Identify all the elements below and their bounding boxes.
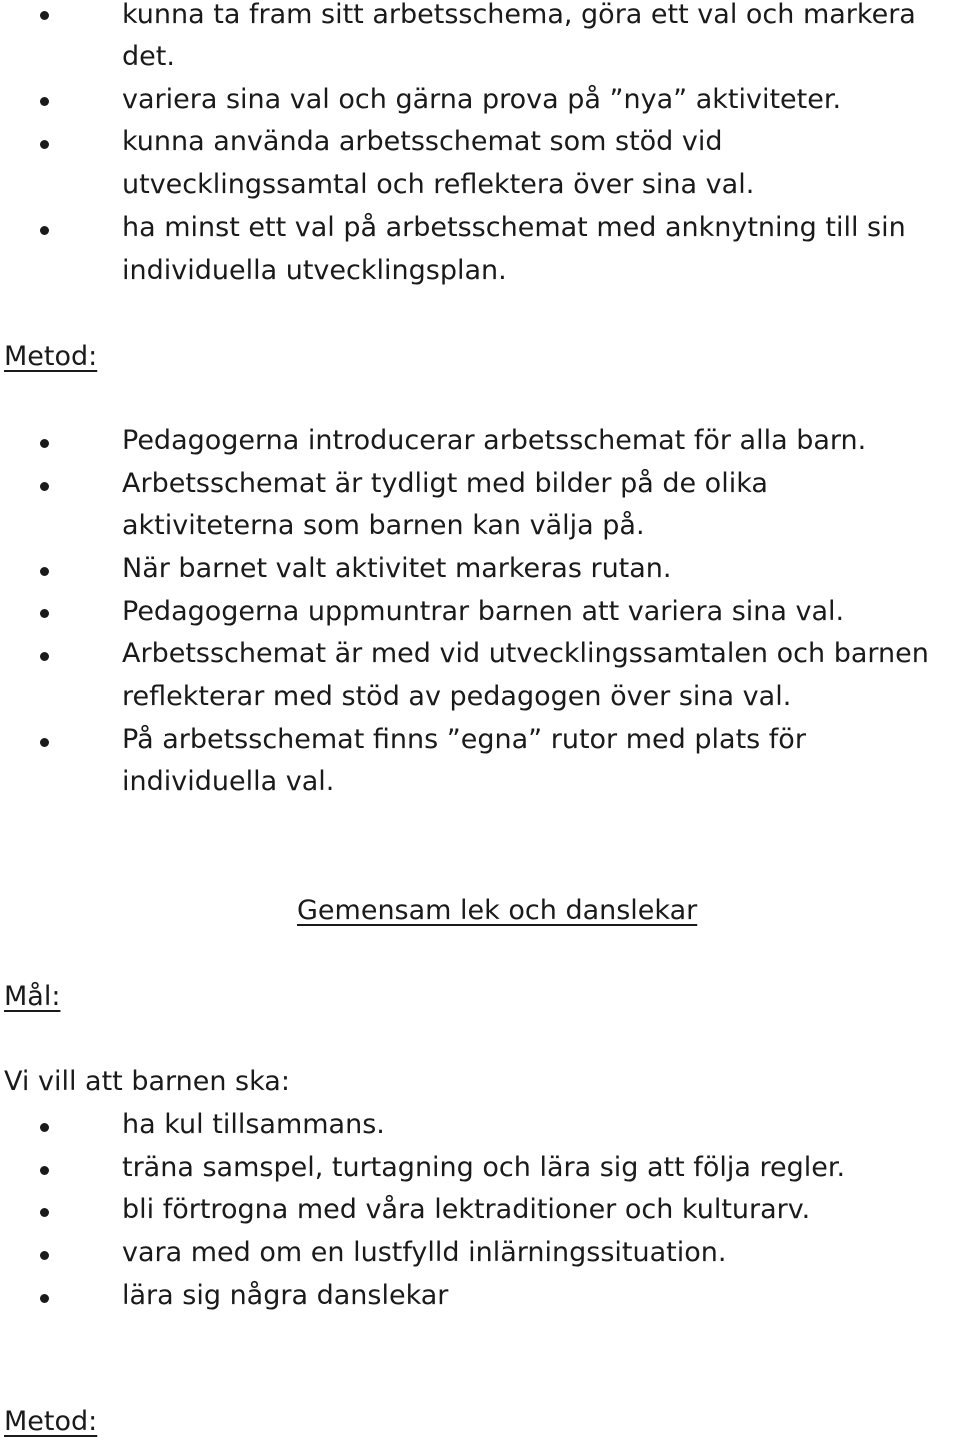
bullet-icon: [40, 97, 49, 106]
list-item-line: individuella val.: [122, 766, 335, 797]
list-item-line: På arbetsschemat finns ”egna” rutor med plats för: [122, 724, 806, 755]
list-item-line: kunna ta fram sitt arbetsschema, göra ett val och markera: [122, 0, 916, 30]
bullet-icon: [40, 567, 49, 576]
list-item-line: Pedagogerna introducerar arbetsschemat för alla barn.: [122, 425, 867, 456]
mal-heading: Mål:: [4, 981, 61, 1012]
bullet-icon: [40, 1166, 49, 1175]
bullet-icon: [40, 140, 49, 149]
bullet-icon: [40, 439, 49, 448]
bullet-icon: [40, 609, 49, 618]
list-item-line: det.: [122, 41, 175, 72]
section-title: Gemensam lek och danslekar: [297, 895, 698, 926]
bullet-icon: [40, 1123, 49, 1132]
bullet-icon: [40, 1251, 49, 1260]
bullet-icon: [40, 1294, 49, 1303]
list-item-line: Pedagogerna uppmuntrar barnen att variera sina val.: [122, 596, 845, 627]
list-item-line: Arbetsschemat är tydligt med bilder på de olika: [122, 468, 768, 499]
list-item-line: aktiviteterna som barnen kan välja på.: [122, 510, 645, 541]
list-item-line: ha minst ett val på arbetsschemat med anknytning till sin: [122, 212, 906, 243]
list-item-line: bli förtrogna med våra lektraditioner och kulturarv.: [122, 1194, 811, 1225]
list-item-line: ha kul tillsammans.: [122, 1109, 385, 1140]
bullet-icon: [40, 226, 49, 235]
metod-heading-2: Metod:: [4, 1406, 98, 1437]
bullet-icon: [40, 1208, 49, 1217]
bullet-icon: [40, 652, 49, 661]
goals-intro: Vi vill att barnen ska:: [4, 1066, 290, 1097]
list-item-line: reflekterar med stöd av pedagogen över sina val.: [122, 681, 792, 712]
bullet-icon: [40, 738, 49, 747]
list-item-line: kunna använda arbetsschemat som stöd vid: [122, 126, 723, 157]
list-item-line: träna samspel, turtagning och lära sig att följa regler.: [122, 1152, 846, 1183]
list-item-line: lära sig några danslekar: [122, 1280, 449, 1311]
list-item-line: vara med om en lustfylld inlärningssituation.: [122, 1237, 727, 1268]
bullet-icon: [40, 11, 49, 20]
list-item-line: När barnet valt aktivitet markeras rutan.: [122, 553, 672, 584]
list-item-line: Arbetsschemat är med vid utvecklingssamtalen och barnen: [122, 638, 929, 669]
metod-heading: Metod:: [4, 341, 98, 372]
list-item-line: individuella utvecklingsplan.: [122, 255, 507, 286]
list-item-line: utvecklingssamtal och reflektera över sina val.: [122, 169, 755, 200]
bullet-icon: [40, 482, 49, 491]
list-item-line: variera sina val och gärna prova på ”nya” aktiviteter.: [122, 84, 842, 115]
